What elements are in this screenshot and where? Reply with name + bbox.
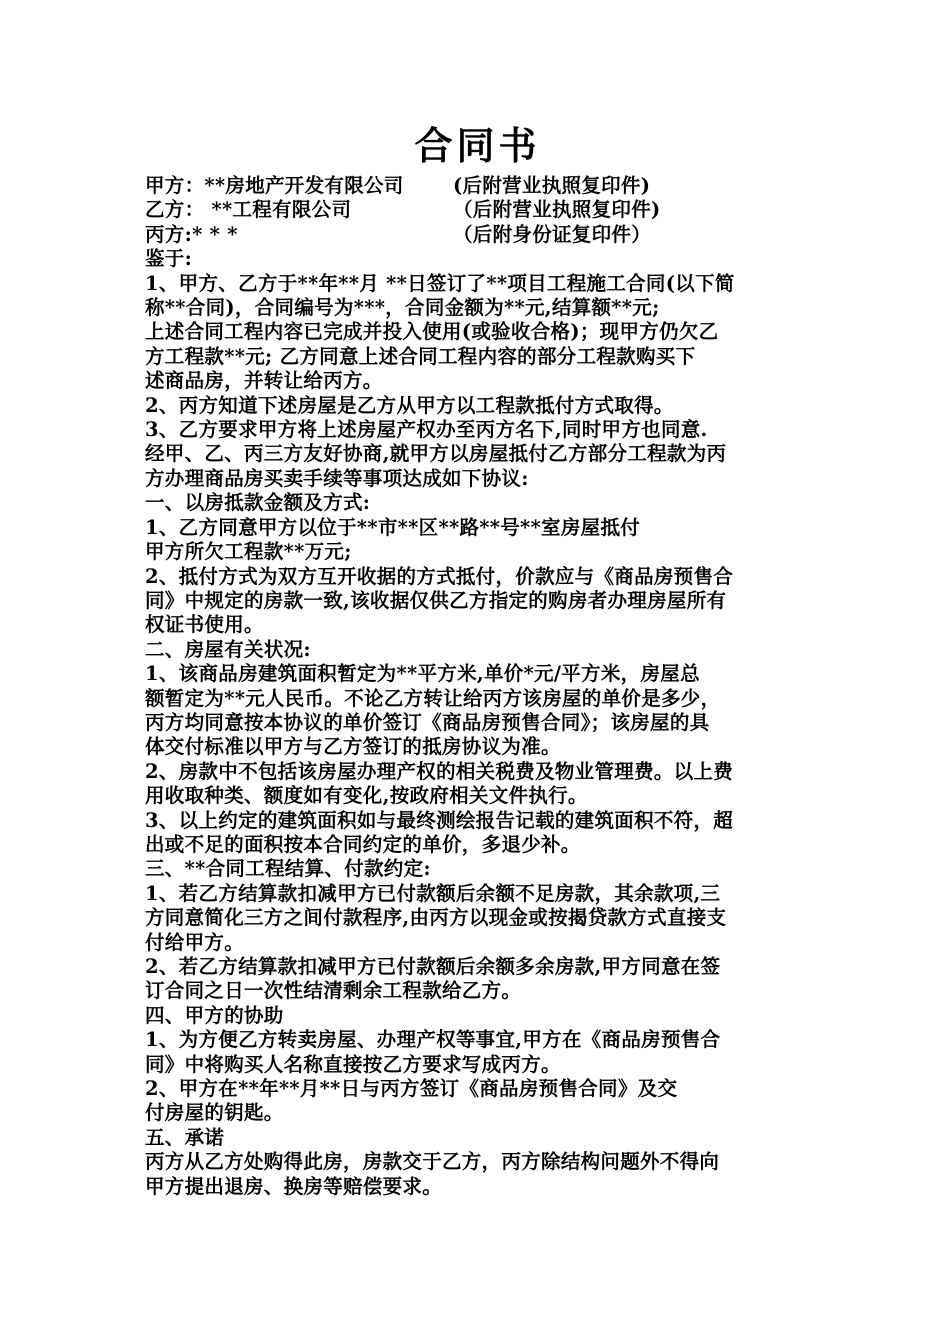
text-line: 2、甲方在**年**月**日与丙方签订《商品房预售合同》及交 bbox=[145, 1077, 678, 1101]
text-line: 付房屋的钥匙。 bbox=[145, 1101, 284, 1125]
text-line: 三、**合同工程结算、付款约定: bbox=[145, 857, 431, 881]
party-note: （后附营业执照复印件) bbox=[453, 198, 661, 222]
text-line: 同》中规定的房款一致,该收据仅供乙方指定的购房者办理房屋所有 bbox=[145, 588, 727, 612]
text-line: 经甲、乙、丙三方友好协商,就甲方以房屋抵付乙方部分工程款为丙 bbox=[145, 442, 727, 466]
text-line: 方同意简化三方之间付款程序,由丙方以现金或按揭贷款方式直接支 bbox=[145, 906, 727, 930]
text-line: 四、甲方的协助 bbox=[145, 1003, 284, 1027]
text-line: 1、若乙方结算款扣减甲方已付款额后余额不足房款，其余款项,三 bbox=[145, 881, 721, 905]
text-line: 3、以上约定的建筑面积如与最终测绘报告记载的建筑面积不符，超 bbox=[145, 808, 734, 832]
text-line: 2、房款中不包括该房屋办理产权的相关税费及物业管理费。以上费 bbox=[145, 759, 734, 783]
text-line: 鉴于: bbox=[145, 247, 193, 271]
party-line bbox=[145, 223, 810, 247]
text-line: 二、房屋有关状况: bbox=[145, 637, 311, 661]
text-line: 方办理商品房买卖手续等事项达成如下协议: bbox=[145, 466, 529, 490]
text-line: 用收取种类、额度如有变化,按政府相关文件执行。 bbox=[145, 784, 588, 808]
text-line: 甲方所欠工程款**万元; bbox=[145, 540, 352, 564]
text-line: 方工程款**元; 乙方同意上述合同工程内容的部分工程款购买下 bbox=[145, 344, 696, 368]
party-label: 丙方:* * * bbox=[145, 222, 238, 246]
text-line: 2、若乙方结算款扣减甲方已付款额后余额多余房款,甲方同意在签 bbox=[145, 955, 721, 978]
text-line: 称**合同)，合同编号为***，合同金额为**元,结算额**元; bbox=[145, 296, 660, 320]
text-line: 同》中将购买人名称直接按乙方要求写成丙方。 bbox=[145, 1052, 561, 1076]
party-label: 乙方： **工程有限公司 bbox=[145, 198, 352, 222]
text-line: 丙方从乙方处购得此房，房款交于乙方，丙方除结构问题外不得向 bbox=[145, 1150, 720, 1174]
text-line: 订合同之日一次性结清剩余工程款给乙方。 bbox=[145, 979, 522, 1003]
party-note: （后附身份证复印件） bbox=[453, 222, 652, 246]
text-line: 1、乙方同意甲方以位于**市**区**路**号**室房屋抵付 bbox=[145, 515, 641, 539]
document-title: 合同书 bbox=[414, 123, 541, 168]
text-line: 1、为方便乙方转卖房屋、办理产权等事宜,甲方在《商品房预售合 bbox=[145, 1028, 721, 1052]
text-line: 额暂定为**元人民币。不论乙方转让给丙方该房屋的单价是多少， bbox=[145, 686, 721, 710]
text-line: 付给甲方。 bbox=[145, 930, 245, 954]
contract-body bbox=[145, 247, 810, 1199]
text-line: 甲方提出退房、换房等赔偿要求。 bbox=[145, 1174, 443, 1198]
text-line: 1、该商品房建筑面积暂定为**平方米,单价*元/平方米，房屋总 bbox=[145, 662, 700, 686]
contract-document bbox=[145, 118, 810, 1199]
text-line: 2、抵付方式为双方互开收据的方式抵付，价款应与《商品房预售合 bbox=[145, 564, 734, 588]
text-line: 五、承诺 bbox=[145, 1125, 225, 1149]
party-label: 甲方：**房地产开发有限公司 bbox=[145, 174, 404, 197]
text-line: 1、甲方、乙方于**年**月 **日签订了**项目工程施工合同(以下简 bbox=[145, 271, 735, 295]
text-line: 一、以房抵款金额及方式: bbox=[145, 491, 371, 515]
text-line: 体交付标准以甲方与乙方签订的抵房协议为准。 bbox=[145, 735, 561, 759]
text-line: 权证书使用。 bbox=[145, 613, 264, 637]
parties-block bbox=[145, 174, 810, 247]
party-note: (后附营业执照复印件) bbox=[453, 174, 651, 197]
party-line bbox=[145, 198, 810, 222]
text-line: 上述合同工程内容已完成并投入使用(或验收合格)；现甲方仍欠乙 bbox=[145, 320, 719, 344]
text-line: 丙方均同意按本协议的单价签订《商品房预售合同》；该房屋的具 bbox=[145, 710, 710, 734]
party-line bbox=[145, 174, 810, 198]
text-line: 2、丙方知道下述房屋是乙方从甲方以工程款抵付方式取得。 bbox=[145, 393, 674, 417]
text-line: 出或不足的面积按本合同约定的单价，多退少补。 bbox=[145, 832, 581, 856]
text-line: 3、乙方要求甲方将上述房屋产权办至丙方名下,同时甲方也同意. bbox=[145, 418, 708, 442]
text-line: 述商品房，并转让给丙方。 bbox=[145, 369, 383, 393]
